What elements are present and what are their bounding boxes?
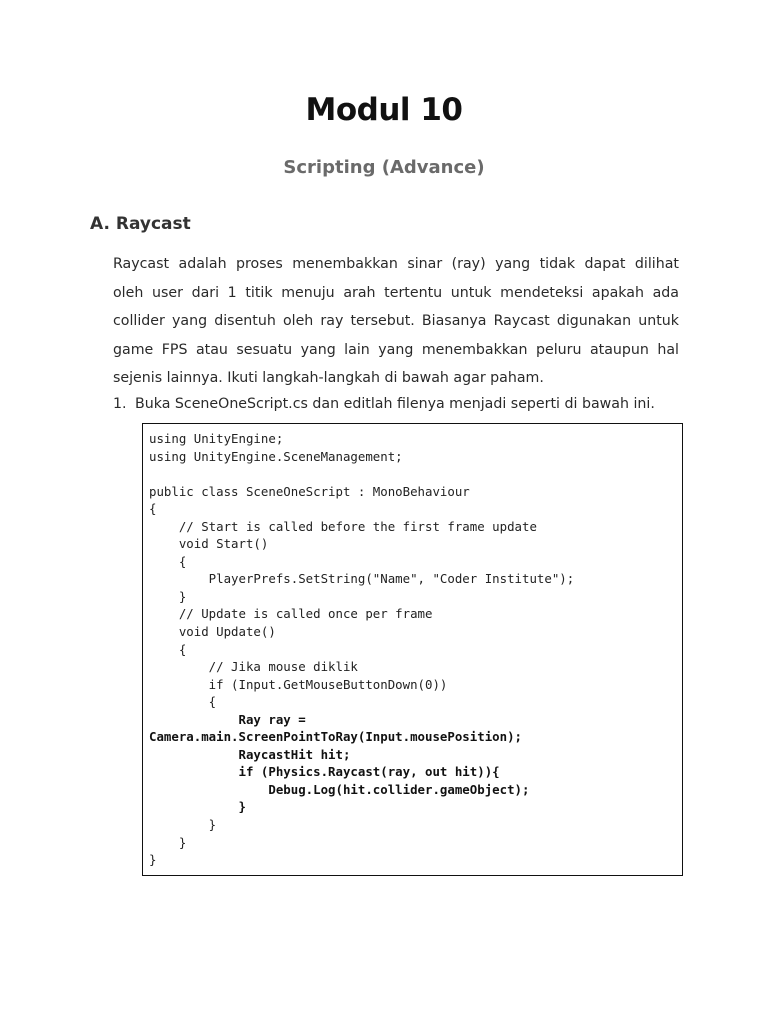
page-subtitle: Scripting (Advance): [283, 157, 485, 178]
intro-paragraph: [113, 250, 679, 393]
code-line: {: [149, 694, 217, 710]
step-text: Buka SceneOneScript.cs dan editlah filenya menjadi seperti di bawah ini.: [135, 396, 655, 412]
code-line: }: [149, 799, 246, 815]
code-line: // Start is called before the first frame update: [149, 518, 537, 534]
code-line: }: [149, 852, 157, 868]
code-line: {: [149, 553, 187, 569]
code-line: RaycastHit hit;: [149, 746, 351, 762]
code-line: public class SceneOneScript : MonoBehaviour: [149, 483, 470, 499]
code-line: if (Input.GetMouseButtonDown(0)): [149, 676, 448, 692]
code-line: using UnityEngine;: [149, 431, 284, 446]
code-line: void Update(): [149, 624, 276, 640]
code-line: PlayerPrefs.SetString("Name", "Coder Institute");: [149, 571, 575, 587]
code-line: }: [149, 834, 187, 850]
paragraph-line: oleh user dari 1 titik menuju arah tertentu untuk mendeteksi apakah ada: [113, 284, 679, 301]
code-line: if (Physics.Raycast(ray, out hit)){: [149, 764, 500, 780]
code-line: using UnityEngine.SceneManagement;: [149, 448, 403, 464]
step-item: [113, 393, 693, 415]
code-line: // Update is called once per frame: [149, 606, 433, 622]
section-heading: A. Raycast: [90, 214, 191, 234]
paragraph-line: game FPS atau sesuatu yang lain yang menembakkan peluru ataupun hal: [113, 341, 679, 358]
step-number: 1.: [113, 396, 127, 412]
code-line: // Jika mouse diklik: [149, 659, 358, 675]
code-line: }: [149, 588, 187, 604]
code-line: {: [149, 501, 157, 517]
code-line: Camera.main.ScreenPointToRay(Input.mousePosition);: [149, 729, 522, 745]
code-line: [149, 465, 682, 483]
code-line: Debug.Log(hit.collider.gameObject);: [149, 781, 530, 797]
code-block: [142, 423, 683, 876]
paragraph-line: Raycast adalah proses menembakkan sinar (ray) yang tidak dapat dilihat: [113, 256, 679, 272]
paragraph-line: sejenis lainnya. Ikuti langkah-langkah di bawah agar paham.: [113, 370, 544, 387]
page-title: Modul 10: [305, 92, 463, 128]
code-line: Ray ray =: [149, 711, 306, 727]
code-line: }: [149, 817, 217, 833]
paragraph-line: collider yang disentuh oleh ray tersebut. Biasanya Raycast digunakan untuk: [113, 313, 679, 330]
code-line: {: [149, 641, 187, 657]
code-line: void Start(): [149, 536, 269, 552]
